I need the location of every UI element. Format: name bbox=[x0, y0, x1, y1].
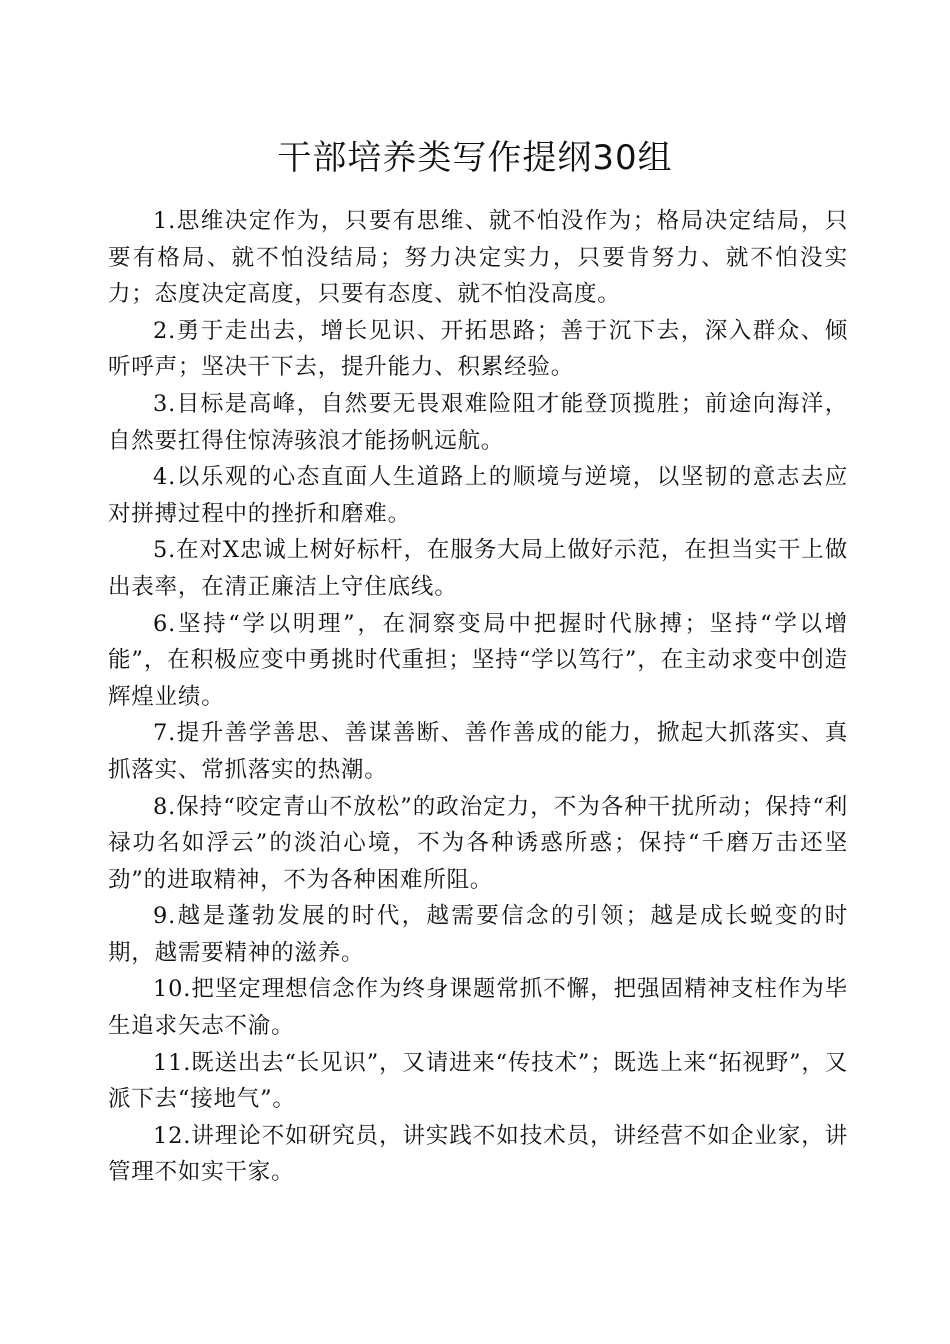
document-body bbox=[108, 203, 848, 1191]
paragraph-8: 8.保持“咬定青山不放松”的政治定力，不为各种干扰所动；保持“利禄功名如浮云”的淡泊心境，不为各种诱惑所惑；保持“千磨万击还坚劲”的进取精神，不为各种困难所阻。 bbox=[108, 793, 848, 893]
paragraph-6: 6.坚持“学以明理”，在洞察变局中把握时代脉搏；坚持“学以增能”，在积极应变中勇挑时代重担；坚持“学以笃行”，在主动求变中创造辉煌业绩。 bbox=[108, 610, 848, 710]
paragraph-2: 2.勇于走出去，增长见识、开拓思路；善于沉下去，深入群众、倾听呼声；坚决干下去，提升能力、积累经验。 bbox=[108, 317, 848, 381]
paragraph-11: 11.既送出去“长见识”，又请进来“传技术”；既选上来“拓视野”，又派下去“接地气”。 bbox=[108, 1049, 848, 1113]
paragraph-4: 4.以乐观的心态直面人生道路上的顺境与逆境，以坚韧的意志去应对拼搏过程中的挫折和磨难。 bbox=[108, 464, 848, 527]
paragraph-10: 10.把坚定理想信念作为终身课题常抓不懈，把强固精神支柱作为毕生追求矢志不渝。 bbox=[108, 976, 848, 1040]
paragraph-12: 12.讲理论不如研究员，讲实践不如技术员，讲经营不如企业家，讲管理不如实干家。 bbox=[108, 1122, 848, 1186]
paragraph-7: 7.提升善学善思、善谋善断、善作善成的能力，掀起大抓落实、真抓落实、常抓落实的热潮。 bbox=[108, 720, 848, 783]
paragraph-1: 1.思维决定作为，只要有思维、就不怕没作为；格局决定结局，只要有格局、就不怕没结局；努力决定实力，只要肯努力、就不怕没实力；态度决定高度，只要有态度、就不怕没高度。 bbox=[108, 208, 848, 308]
document-title: 干部培养类写作提纲30组 bbox=[277, 138, 673, 178]
paragraph-3: 3.目标是高峰，自然要无畏艰难险阻才能登顶揽胜；前途向海洋，自然要扛得住惊涛骇浪才能扬帆远航。 bbox=[108, 390, 848, 454]
paragraph-9: 9.越是蓬勃发展的时代，越需要信念的引领；越是成长蜕变的时期，越需要精神的滋养。 bbox=[108, 903, 848, 966]
paragraph-5: 5.在对X忠诚上树好标杆，在服务大局上做好示范，在担当实干上做出表率，在清正廉洁上守住底线。 bbox=[108, 537, 848, 600]
